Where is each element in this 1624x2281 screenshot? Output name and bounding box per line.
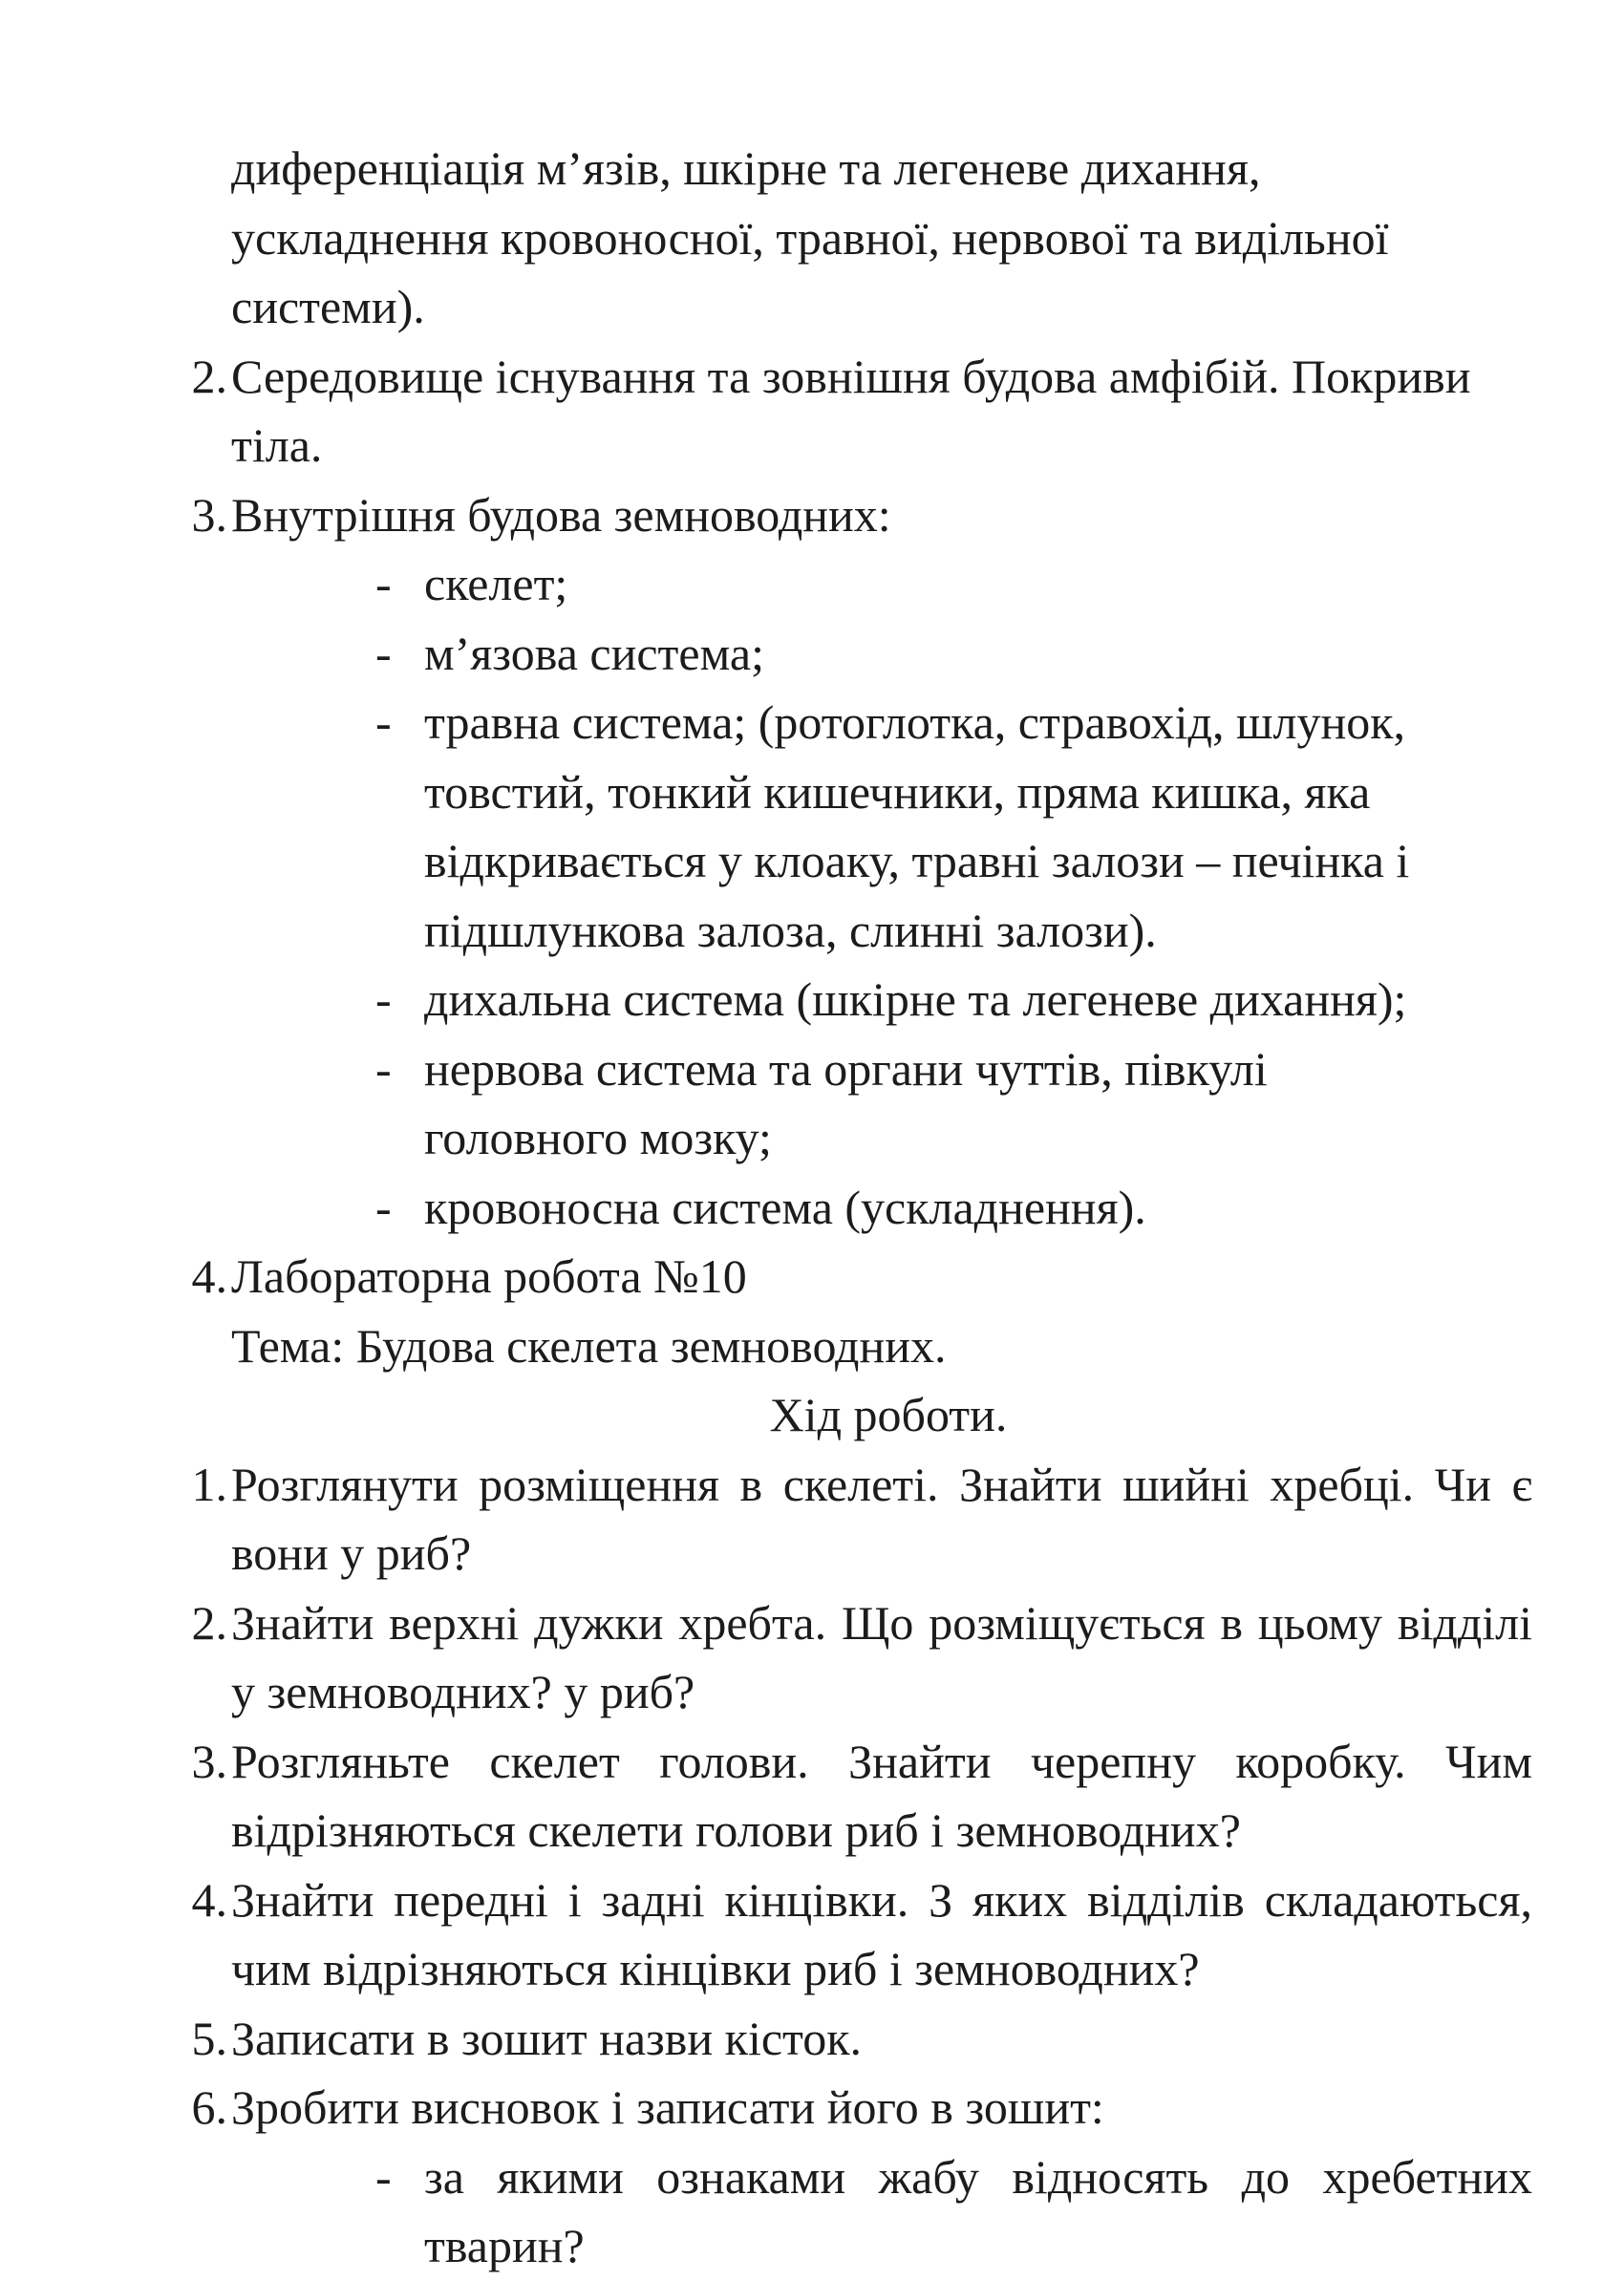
section-item-3 xyxy=(0,480,1624,550)
step-number: 1. xyxy=(191,1457,227,1511)
bullet-text: за якими ознаками жабу відносять до хребетних тварин? xyxy=(424,2149,1532,2272)
bullet-dash: - xyxy=(375,557,392,610)
section-item-2 xyxy=(0,342,1624,480)
bullet-dash: - xyxy=(375,1041,392,1096)
work-title: Хід роботи. xyxy=(769,1388,1008,1441)
bullet-item xyxy=(0,619,1624,689)
bullet-item xyxy=(0,2142,1624,2281)
intro-line: диференціація м’язів, шкірне та легеневе дихання, xyxy=(231,141,1261,195)
step-text: Знайти передні і задні кінцівки. З яких відділів складаються, чим відрізняються кінцівки риб і земноводних? xyxy=(231,1872,1532,1995)
intro-line: ускладнення кровоносної, травної, нервової та видільної xyxy=(231,210,1389,265)
bullet-text: м’язова система; xyxy=(424,626,764,680)
document-body xyxy=(0,134,1624,2281)
step-text: Зробити висновок і записати його в зошит: xyxy=(231,2080,1104,2134)
bullet-item xyxy=(0,1034,1624,1173)
step-item-1 xyxy=(0,1450,1624,1588)
section-number: 4. xyxy=(191,1249,227,1303)
step-number: 2. xyxy=(191,1595,227,1650)
bullet-dash: - xyxy=(375,972,392,1026)
step-text: Розглянути розміщення в скелеті. Знайти шийні хребці. Чи є вони у риб? xyxy=(231,1457,1532,1580)
section-item-4 xyxy=(0,1242,1624,1311)
bullet-item xyxy=(0,549,1624,619)
bullet-item xyxy=(0,965,1624,1034)
section-number: 2. xyxy=(191,349,227,403)
bullet-text: скелет; xyxy=(424,557,568,610)
bullet-text: травна система; (ротоглотка, стравохід, шлунок, товстий, тонкий кишечники, пряма кишка, яка відкривається у клоаку, травні залози – печінка і підшлункова залоза, слинні залози). xyxy=(424,695,1410,957)
step-item-6 xyxy=(0,2073,1624,2142)
intro-line: системи). xyxy=(231,280,425,333)
section-text: Середовище існування та зовнішня будова амфібій. Покриви тіла. xyxy=(231,349,1471,472)
bullet-text: нервова система та органи чуттів, півкулі головного мозку; xyxy=(424,1041,1268,1164)
step-item-3 xyxy=(0,1727,1624,1865)
step-item-2 xyxy=(0,1588,1624,1727)
bullet-text: кровоносна система (ускладнення). xyxy=(424,1180,1146,1234)
step-item-5 xyxy=(0,2004,1624,2074)
step-text: Розгляньте скелет голови. Знайти черепну коробку. Чим відрізняються скелети голови риб і земноводних? xyxy=(231,1734,1532,1857)
bullet-dash: - xyxy=(375,1180,392,1234)
lab-theme: Тема: Будова скелета земноводних. xyxy=(231,1318,947,1373)
step-item-4 xyxy=(0,1865,1624,2004)
step-text: Записати в зошит назви кісток. xyxy=(231,2011,863,2065)
step-number: 4. xyxy=(191,1872,227,1927)
bullet-dash: - xyxy=(375,695,392,749)
section-number: 3. xyxy=(191,487,227,542)
bullet-dash: - xyxy=(375,2149,392,2204)
bullet-text: дихальна система (шкірне та легеневе дихання); xyxy=(424,972,1407,1026)
bullet-item xyxy=(0,688,1624,965)
bullet-dash: - xyxy=(375,626,392,680)
step-text: Знайти верхні дужки хребта. Що розміщується в цьому відділі у земноводних? у риб? xyxy=(231,1595,1532,1718)
step-number: 6. xyxy=(191,2080,227,2134)
step-number: 5. xyxy=(191,2011,227,2065)
bullet-item xyxy=(0,1173,1624,1243)
section-text: Внутрішня будова земноводних: xyxy=(231,487,891,542)
section-text: Лабораторна робота №10 xyxy=(231,1249,747,1303)
step-number: 3. xyxy=(191,1734,227,1788)
